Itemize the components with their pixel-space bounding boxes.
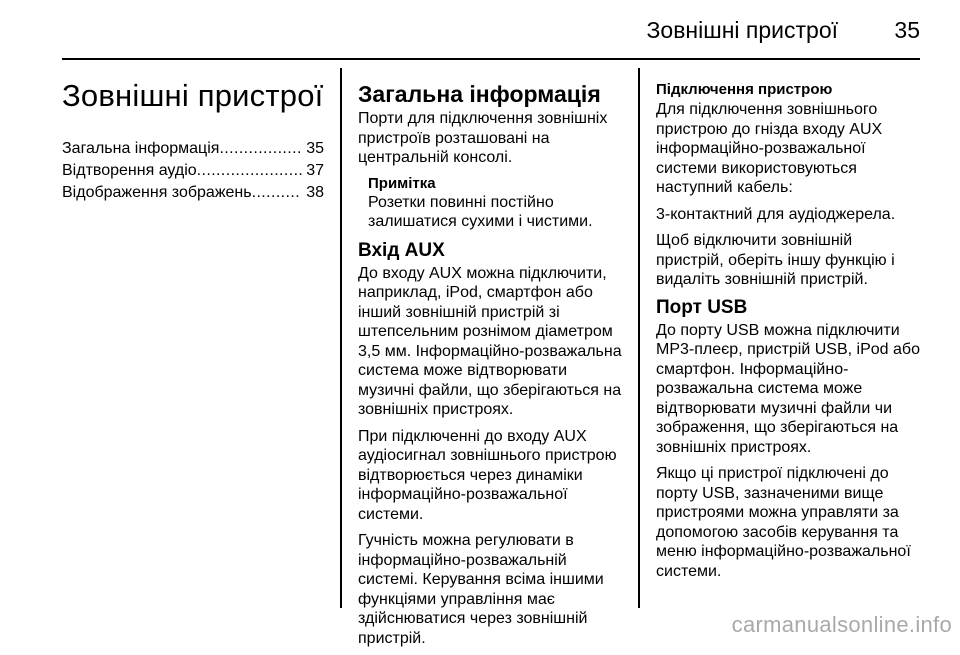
toc-item-page: 37 [306,162,324,179]
toc-item-page: 35 [306,140,324,157]
section-heading-connect: Підключення пристрою [656,81,833,98]
running-head [0,0,960,60]
toc-item-label: Загальна інформація [62,140,220,157]
section-heading-usb: Порт USB [656,296,748,318]
toc-item-label: Відображення зображень [62,184,252,201]
table-of-contents [62,138,324,204]
note-title: Примітка [368,174,436,192]
watermark: carmanualsonline.info [731,612,952,637]
column-divider-2 [638,68,640,608]
chapter-column [62,78,324,204]
toc-item-label: Відтворення аудіо [62,162,197,179]
section-heading-general: Загальна інформація [358,81,601,107]
toc-item-audio[interactable] [62,160,324,182]
toc-leader: ...................... [196,162,304,179]
toc-leader: ................. [219,140,302,157]
page-number: 35 [894,17,920,43]
column-divider-1 [340,68,342,608]
aux-paragraph-2: При підключенні до входу AUX аудіосигнал зовнішнього пристрою відтворюється через динаміки інформаційно-розважальної системи. [358,427,617,523]
connect-paragraph-1: Для підключення зовнішнього пристрою до гнізда входу AUX інформаційно-розважальної системи використовуються наступний кабель: [656,101,883,196]
aux-paragraph-3: Гучність можна регулювати в інформаційно-розважальній системі. Керування всіма іншими функціями управління має здійснюватися через зовнішній пристрій. [358,532,604,647]
toc-item-general[interactable] [62,138,324,160]
middle-column [358,81,624,655]
connect-paragraph-3: Щоб відключити зовнішній пристрій, оберіть іншу функцію і видаліть зовнішній пристрій. [656,232,895,288]
aux-paragraph-1: До входу AUX можна підключити, наприклад, iPod, смартфон або інший зовнішній пристрій зі штепсельним рознімом діаметром 3,5 мм. Інформаційно-розважальна система може відтворювати музичні файли, що зберігаються на зовнішніх пристроях. [358,264,622,418]
note-box [368,175,624,232]
header-rule [62,58,920,60]
usb-paragraph-2: Якщо ці пристрої підключені до порту USB, зазначеними вище пристроями можна управляти за допомогою засобів керування та меню інформаційно-розважальної системи. [656,465,911,580]
general-intro: Порти для підключення зовнішніх пристроїв розташовані на центральній консолі. [358,110,608,166]
right-column [656,81,922,588]
toc-item-images[interactable] [62,182,324,204]
chapter-title: Зовнішні пристрої [62,78,324,113]
toc-leader: .......... [251,184,301,201]
toc-item-page: 38 [306,184,324,201]
running-head-title: Зовнішні пристрої [646,17,838,43]
connect-paragraph-2: 3-контактний для аудіоджерела. [656,205,896,223]
section-heading-aux: Вхід AUX [358,239,445,261]
usb-paragraph-1: До порту USB можна підключити MP3-плеєр, пристрій USB, iPod або смартфон. Інформаційно-розважальна система може відтворювати музичні файли чи зображення, що зберігаються на зовнішніх пристроях. [656,321,920,456]
note-text: Розетки повинні постійно залишатися сухими і чистими. [368,193,593,230]
